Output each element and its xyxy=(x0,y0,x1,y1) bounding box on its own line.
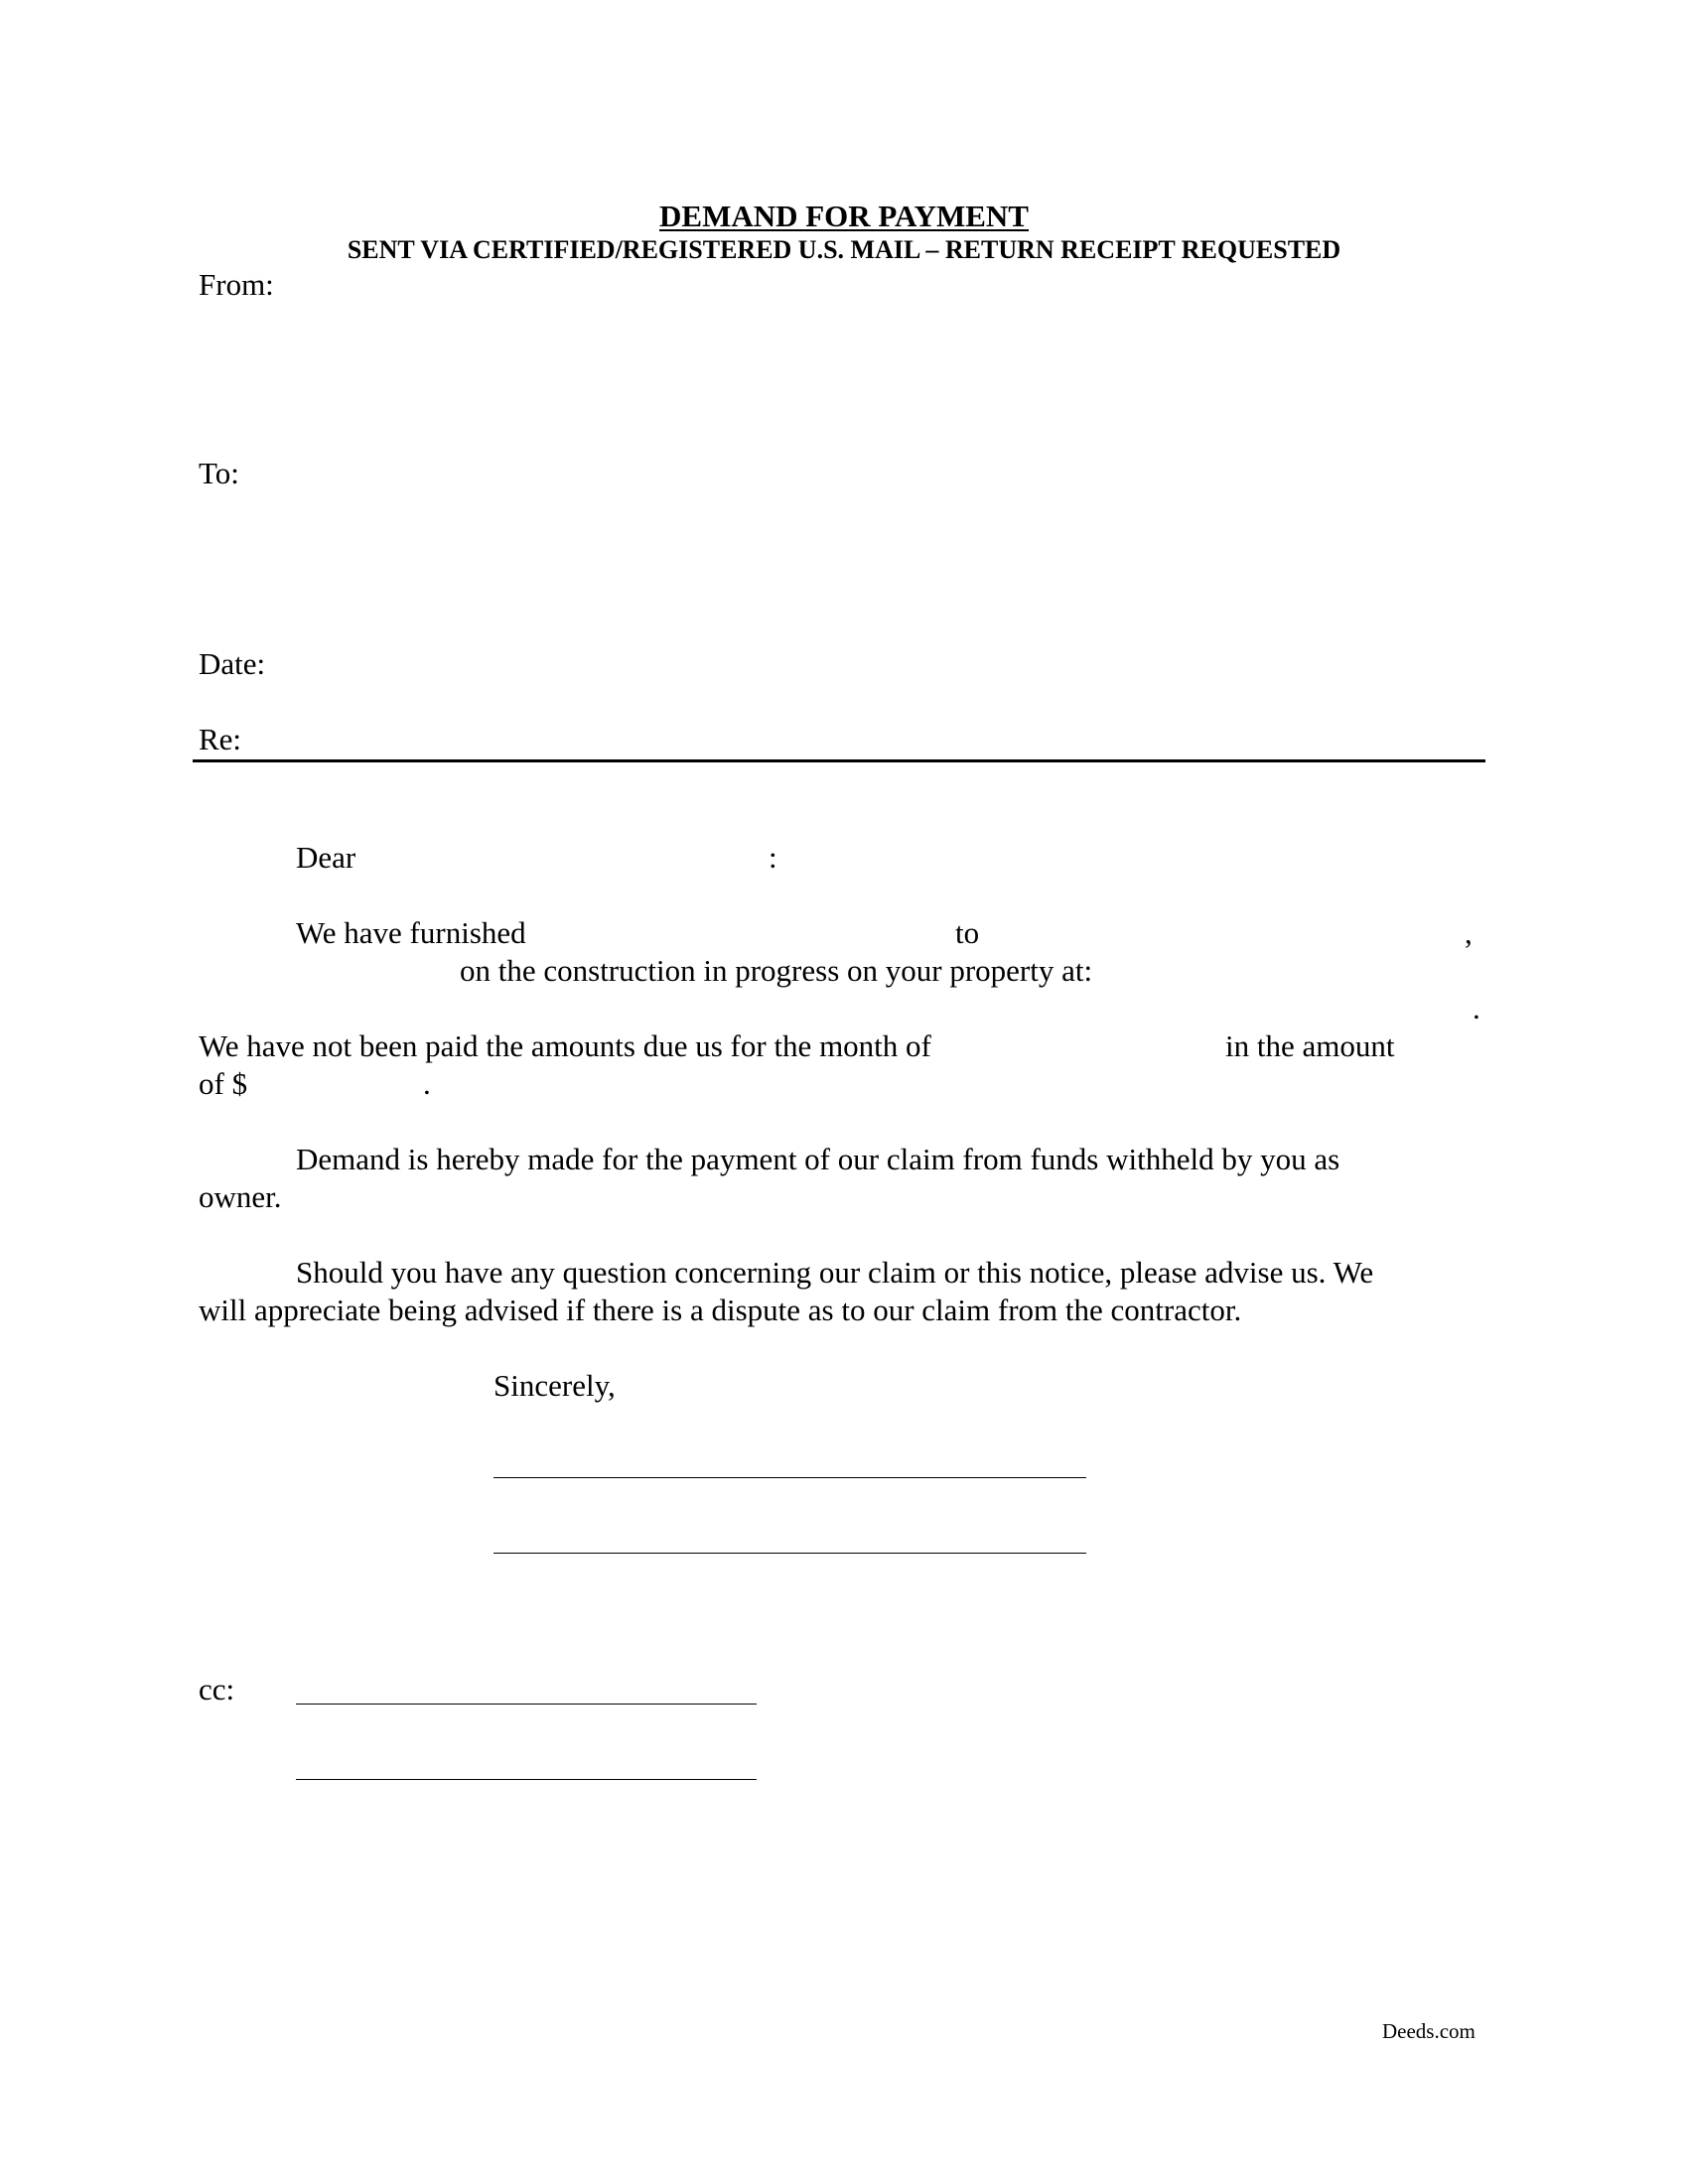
closing-sincerely: Sincerely, xyxy=(493,1368,616,1403)
furnished-to: to xyxy=(955,915,980,950)
salutation-colon: : xyxy=(769,840,777,875)
furnished-comma: , xyxy=(1465,915,1473,950)
amount-period: . xyxy=(423,1066,431,1101)
re-divider-line xyxy=(193,759,1485,762)
property-period: . xyxy=(1473,991,1480,1025)
document-title-text: DEMAND FOR PAYMENT xyxy=(659,199,1029,233)
furnished-prefix: We have furnished xyxy=(296,915,526,950)
document-title xyxy=(0,199,1688,234)
cc-line-1 xyxy=(296,1704,757,1705)
footer-brand: Deeds.com xyxy=(1382,2019,1476,2043)
salutation: Dear xyxy=(296,840,356,875)
question-line-1: Should you have any question concerning our claim or this notice, please advise us. We xyxy=(296,1255,1374,1290)
demand-line-1: Demand is hereby made for the payment of our claim from funds withheld by you as xyxy=(296,1142,1340,1176)
cc-line-2 xyxy=(296,1779,757,1780)
construction-line: on the construction in progress on your property at: xyxy=(460,953,1093,988)
question-line-2: will appreciate being advised if there is a dispute as to our claim from the contractor. xyxy=(199,1293,1242,1327)
of-dollar: of $ xyxy=(199,1066,248,1101)
printed-name-line xyxy=(493,1553,1086,1554)
signature-line xyxy=(493,1477,1086,1478)
to-label: To: xyxy=(199,456,239,490)
date-label: Date: xyxy=(199,646,266,681)
in-the-amount: in the amount xyxy=(1225,1028,1395,1063)
cc-label: cc: xyxy=(199,1672,235,1706)
demand-line-2: owner. xyxy=(199,1179,282,1214)
not-paid-line: We have not been paid the amounts due us for the month of xyxy=(199,1028,931,1063)
from-label: From: xyxy=(199,267,274,302)
re-label: Re: xyxy=(199,722,242,756)
document-subtitle: SENT VIA CERTIFIED/REGISTERED U.S. MAIL – RETURN RECEIPT REQUESTED xyxy=(347,235,1341,264)
